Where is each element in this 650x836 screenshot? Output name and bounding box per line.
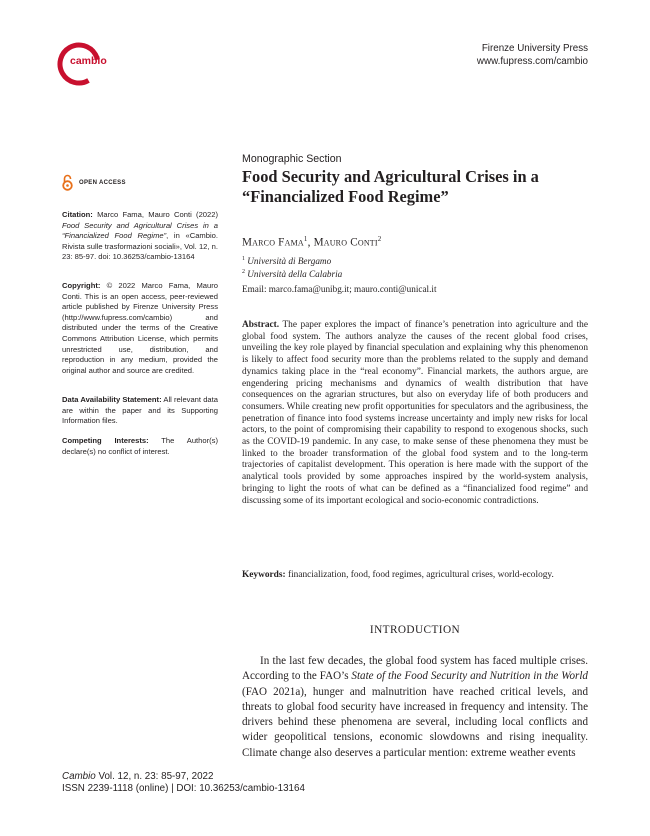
data-availability-text: All relevant data are within the paper and its Supporting Information files. [62, 395, 218, 426]
competing-interests-block [62, 436, 218, 457]
publisher-website[interactable]: www.fupress.com/cambio [476, 56, 588, 67]
footer [62, 771, 305, 796]
abstract [242, 320, 588, 507]
open-access-label: OPEN ACCESS [79, 179, 126, 186]
author-1-sup: 1 [303, 235, 308, 243]
affiliation-1-text: Università di Bergamo [247, 256, 332, 267]
affiliation-1 [242, 256, 331, 266]
data-availability-label: Data Availability Statement: [62, 395, 162, 404]
publisher-name: Firenze University Press [481, 43, 588, 54]
footer-volume: Vol. 12, n. 23: 85-97, 2022 [95, 771, 214, 782]
citation-block [62, 210, 218, 263]
abstract-label: Abstract. [242, 320, 280, 330]
body-text-part-2: (FAO 2021a), hunger and malnutrition have reached critical levels, and threats to global food security have increased in frequency and intensity. The drivers behind these phenomena are several, including local conflicts and wider geopolitical tensions, economic slowdowns and rising inequality. Climate change also deserves a particular mention: extreme weather events [242, 685, 588, 759]
body-text-part-1: In the last few decades, the global food system has faced multiple crises. According to the FAO’s [242, 655, 588, 683]
authors-line [242, 235, 381, 249]
email-line: Email: marco.fama@unibg.it; mauro.conti@unical.it [242, 284, 437, 294]
citation-label: Citation: [62, 210, 93, 219]
publisher-block [477, 42, 588, 68]
keywords-text: financialization, food, food regimes, agricultural crises, world-ecology. [287, 570, 554, 580]
copyright-block [62, 281, 218, 376]
footer-journal: Cambio [62, 771, 96, 782]
copyright-label: Copyright: [62, 281, 101, 290]
affiliation-2-sup: 2 [242, 269, 245, 275]
affiliation-2-text: Università della Calabria [247, 269, 343, 280]
open-access-badge [62, 174, 126, 191]
keywords [242, 570, 588, 582]
author-1: Marco Fama [242, 236, 304, 249]
footer-issn: ISSN 2239-1118 (online) | DOI: 10.36253/cambio-13164 [62, 783, 305, 795]
introduction-paragraph [242, 654, 588, 761]
section-label: Monographic Section [242, 153, 342, 165]
competing-interests-label: Competing Interests: [62, 436, 149, 445]
citation-title: Food Security and Agricultural Crises in a “Financialized Food Regime” [62, 220, 218, 241]
article-title: Food Security and Agricultural Crises in a “Financialized Food Regime” [242, 167, 539, 206]
author-separator: , [307, 236, 314, 249]
footer-journal-line [62, 771, 305, 783]
data-availability-block [62, 395, 218, 427]
body-text-italic: State of the Food Security and Nutrition in the World [351, 670, 588, 683]
affiliation-1-sup: 1 [242, 256, 245, 262]
abstract-text: The paper explores the impact of finance’s penetration into agriculture and the global food system. The authors analyze the causes of the recent global food crises, unveiling the key role played by financial speculation and explaining why this phenomenon is likely to affect food security more than the problems related to the supply and demand dynamics taking place in the “real economy”. Financial markets, the authors argue, are engendering pricing mechanisms and dynamics of wealth distribution that have consequences on the agrarian structures, but also on everyday life of both producers and consumers. While creating new profit opportunities for speculators and the agribusiness, the penetration of finance into food systems increase uncertainty and imply new risks for local actors, to the point of compromising their capability to respond to exogenous shocks, such as the COVID-19 pandemic. In any case, to make sense of these phenomena they must be linked to the broader transformation of the global food system and to the long-term trajectories of capitalist development. This operation is here made with the support of the analytical tools provided by some approaches inspired by the world-system analysis, bringing to light the roots of what can be defined as a “financialized food regime” and discussing some of its important ecological and socio-economic contradictions. [242, 320, 588, 506]
introduction-heading: INTRODUCTION [369, 624, 461, 636]
keywords-label: Keywords: [242, 570, 286, 580]
citation-authors: Marco Fama, Mauro Conti (2022) [97, 210, 218, 219]
affiliation-2 [242, 269, 342, 279]
author-2-sup: 2 [377, 235, 382, 243]
citation-source: , in «Cambio. Rivista sulle trasformazioni sociali», Vol. 12, n. 23: 85-97. doi: 10.36253/cambio-13164 [62, 231, 218, 262]
author-2: Mauro Conti [313, 236, 378, 249]
open-lock-icon [62, 174, 73, 191]
logo-text: cambio [70, 55, 107, 67]
copyright-text: © 2022 Marco Fama, Mauro Conti. This is an open access, peer-reviewed article published by Firenze University Press (http://www.fupress.com/cambio) and distributed under the terms of the Creative Commons Attribution License, which permits unrestricted use, distribution, and reproduction in any medium, provided the original author and source are credited. [62, 281, 218, 375]
competing-interests-text: The Author(s) declare(s) no conflict of interest. [62, 436, 218, 456]
